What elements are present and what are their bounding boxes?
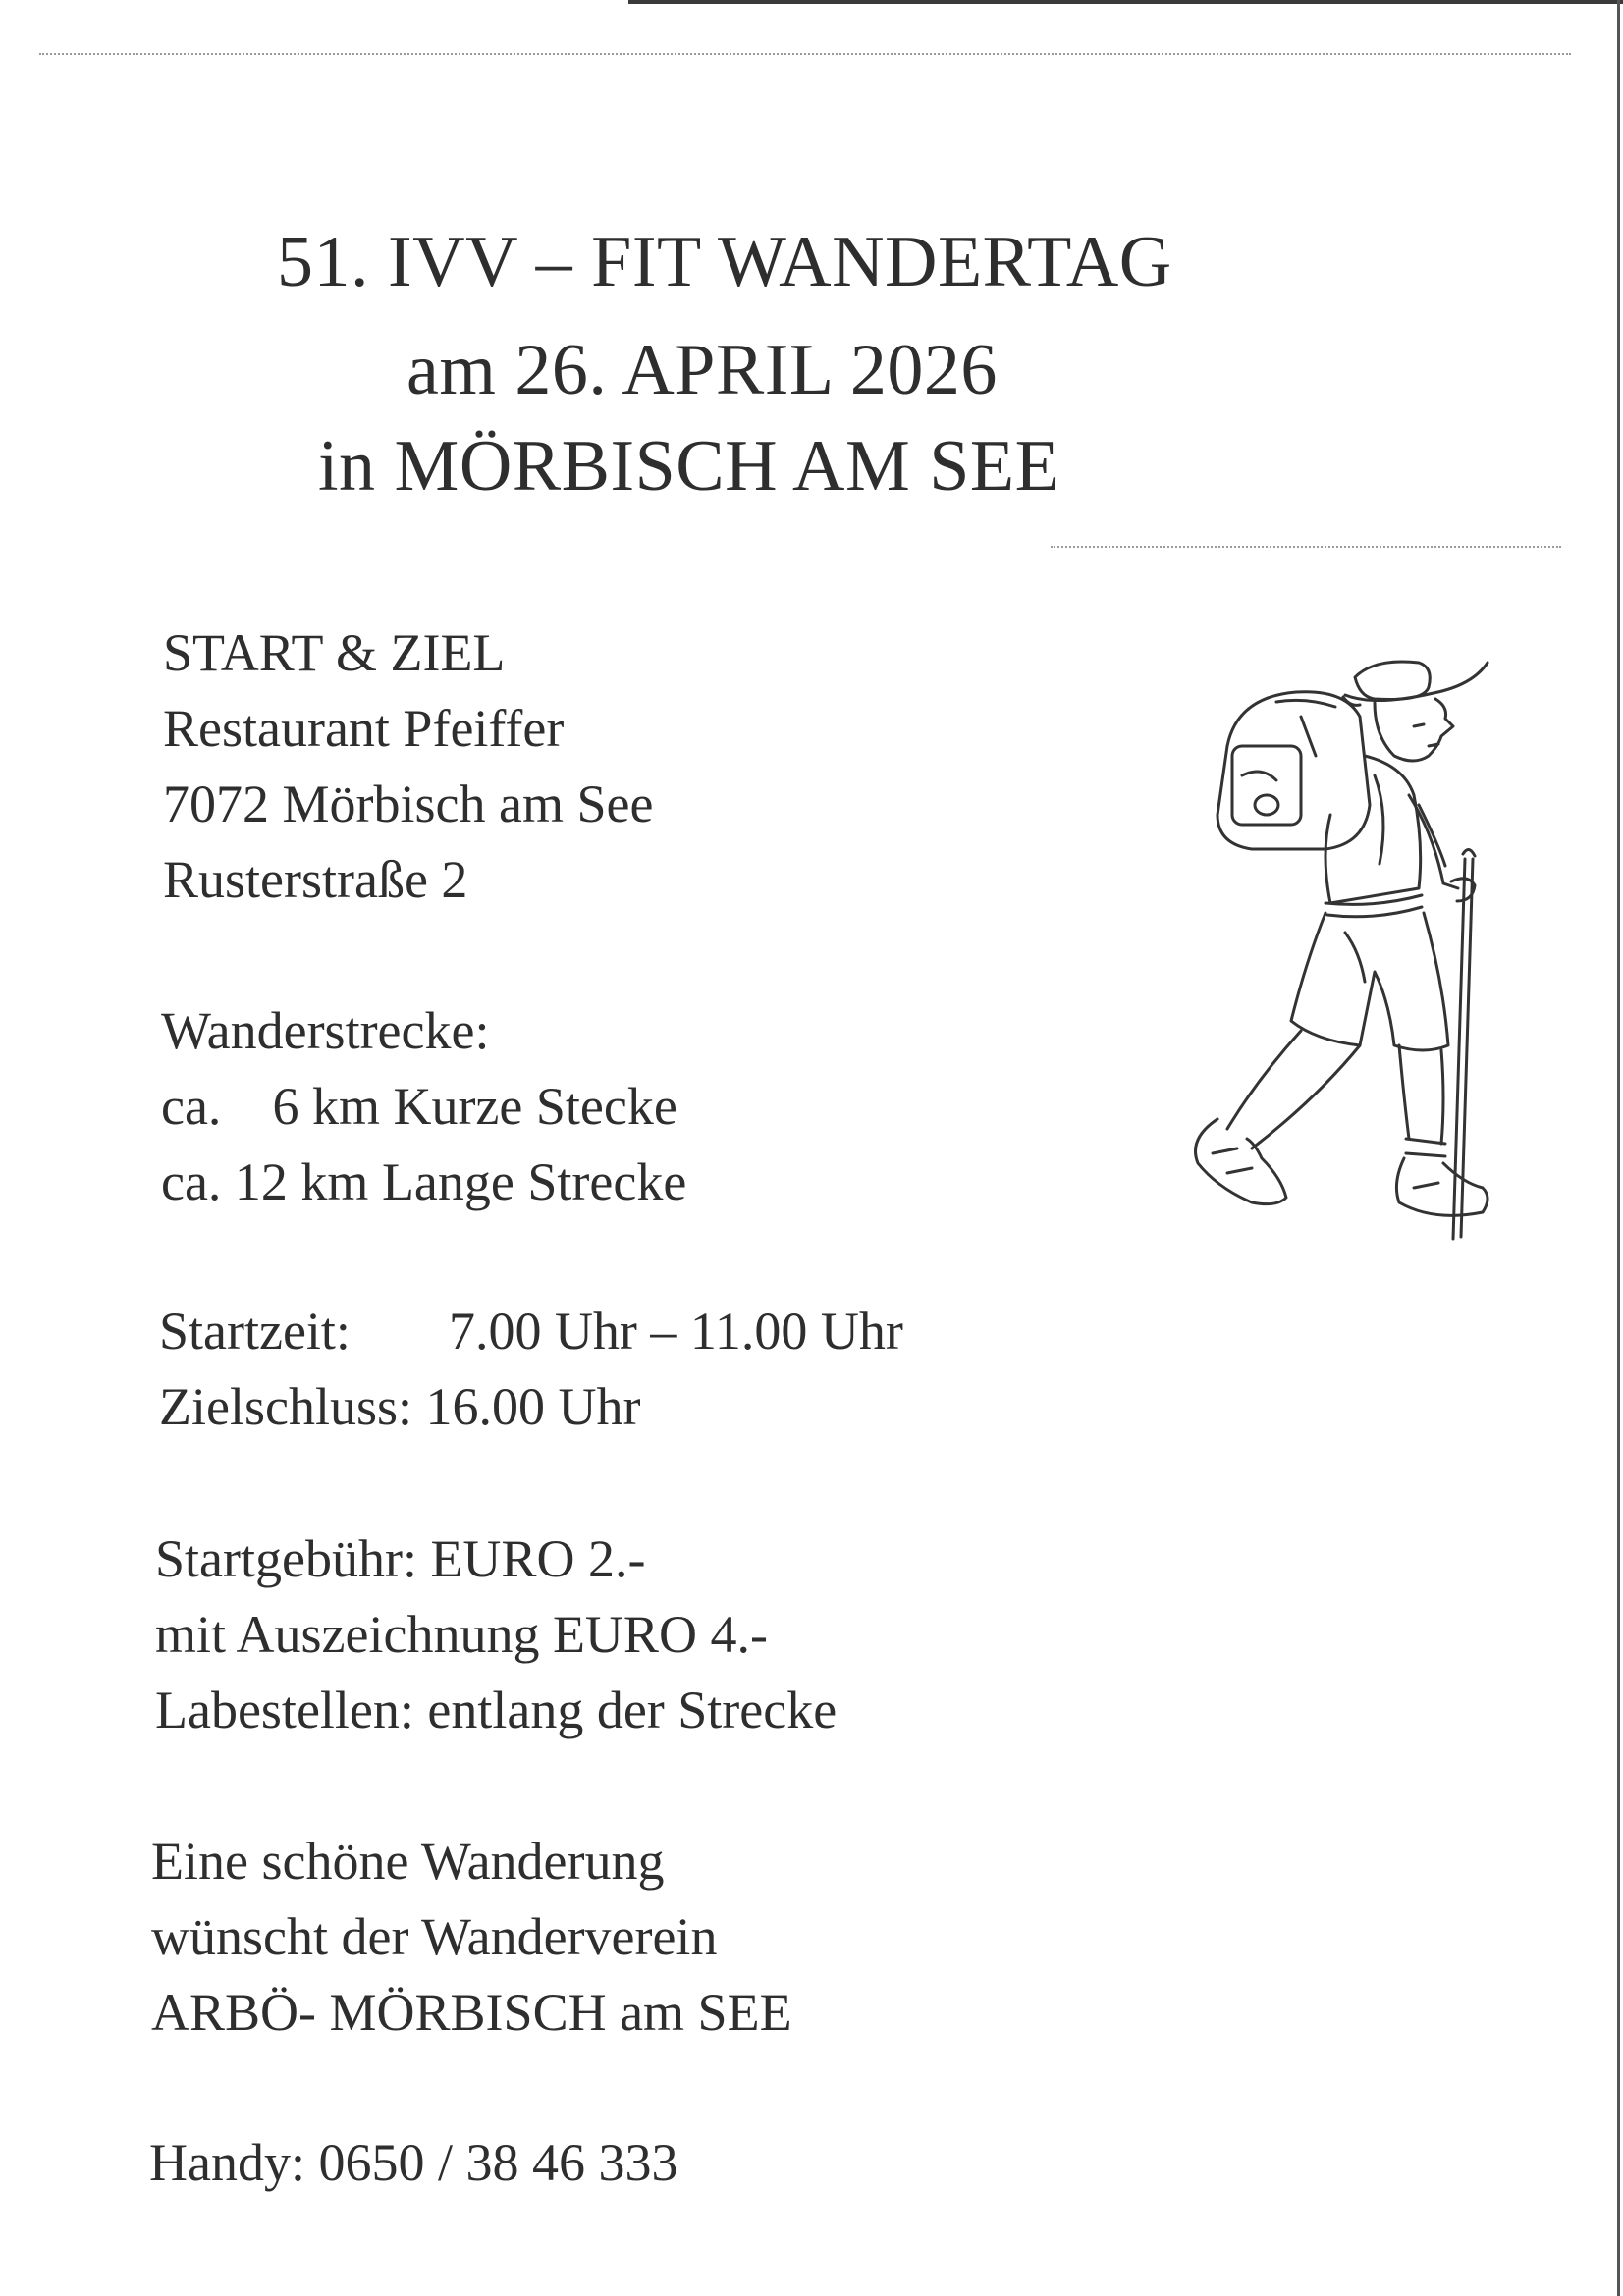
route-block [161,993,686,1220]
contact-phone: Handy: 0650 / 38 46 333 [149,2133,678,2192]
route-long: ca. 12 km Lange Strecke [161,1152,687,1211]
fee-block [155,1522,837,1748]
title-location: in MÖRBISCH AM SEE [318,426,1060,507]
greeting-club: ARBÖ- MÖRBISCH am SEE [151,1983,792,2042]
route-heading: Wanderstrecke: [161,1001,490,1060]
finish-time: Zielschluss: 16.00 Uhr [159,1377,641,1436]
scan-edge-top [628,0,1623,4]
start-ziel-heading: START & ZIEL [163,623,506,682]
greeting-line-2: wünscht der Wanderverein [151,1907,718,1966]
scan-edge-right [1617,0,1620,2296]
start-time-value: 7.00 Uhr – 11.00 Uhr [448,1302,903,1361]
times-block [159,1294,903,1445]
scan-dotted-line-top [39,53,1571,55]
greeting-block [151,1824,792,2051]
start-time-label: Startzeit: [159,1302,351,1361]
fee-award: mit Auszeichnung EURO 4.- [155,1605,768,1664]
start-ziel-block [163,615,653,918]
venue-name: Restaurant Pfeiffer [163,699,565,758]
venue-street: Rusterstraße 2 [163,850,468,909]
route-short-prefix: ca. [161,1077,222,1136]
fee-basic: Startgebühr: EURO 2.- [155,1529,646,1588]
route-short-text: 6 km Kurze Stecke [272,1077,677,1136]
title-date: am 26. APRIL 2026 [406,330,998,410]
hiker-illustration-icon [1080,609,1492,1247]
scan-dotted-line-mid [1051,546,1561,548]
route-short [161,1069,686,1145]
venue-city: 7072 Mörbisch am See [163,774,654,833]
title-event: 51. IVV – FIT WANDERTAG [277,222,1172,302]
greeting-line-1: Eine schöne Wanderung [151,1832,665,1891]
refreshment-stations: Labestellen: entlang der Strecke [155,1681,838,1739]
start-time [159,1294,903,1369]
